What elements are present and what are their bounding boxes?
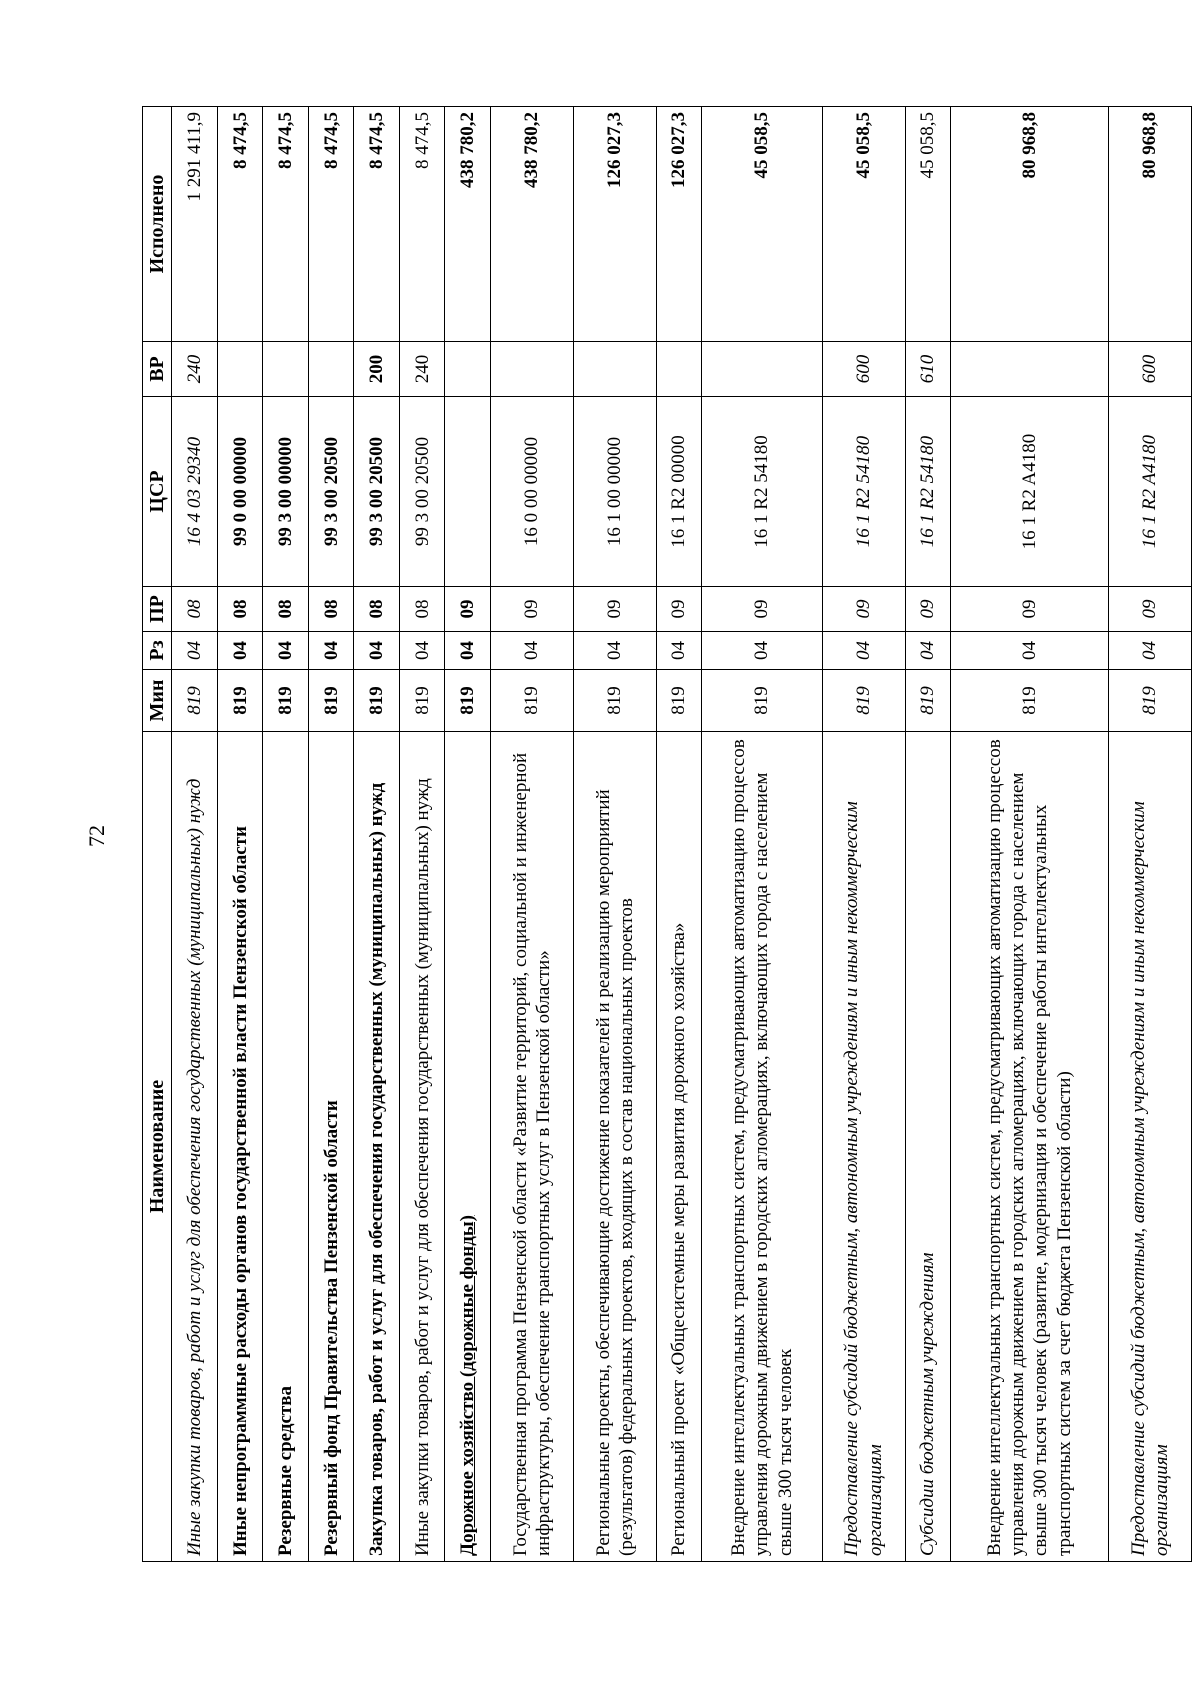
cell-name: Государственная программа Пензенской области «Развитие территорий, социальной и инженерной инфраструктуры, обеспечение транспортных услуг в Пензенской области»	[490, 732, 573, 1562]
cell-min: 819	[445, 670, 491, 732]
cell-min: 819	[172, 670, 218, 732]
cell-sum: 80 968,8	[951, 107, 1109, 342]
table-body	[172, 107, 1192, 1562]
cell-min: 819	[702, 670, 822, 732]
cell-pr: 08	[399, 587, 445, 632]
table-row	[354, 107, 400, 1562]
cell-min: 819	[905, 670, 951, 732]
cell-csr: 16 1 R2 A4180	[951, 397, 1109, 587]
cell-vr: 610	[905, 342, 951, 397]
header-pr: ПР	[143, 587, 172, 632]
cell-vr: 600	[822, 342, 905, 397]
cell-min: 819	[217, 670, 263, 732]
cell-rz: 04	[263, 632, 309, 670]
cell-min: 819	[573, 670, 656, 732]
cell-min: 819	[399, 670, 445, 732]
cell-rz: 04	[1108, 632, 1191, 670]
table-row	[1108, 107, 1191, 1562]
cell-name: Резервные средства	[263, 732, 309, 1562]
cell-name: Иные закупки товаров, работ и услуг для обеспечения государственных (муниципальных) нужд	[172, 732, 218, 1562]
cell-pr: 08	[354, 587, 400, 632]
cell-pr: 09	[905, 587, 951, 632]
cell-min: 819	[951, 670, 1109, 732]
cell-rz: 04	[172, 632, 218, 670]
cell-pr: 09	[445, 587, 491, 632]
cell-name: Закупка товаров, работ и услуг для обеспечения государственных (муниципальных) нужд	[354, 732, 400, 1562]
cell-csr: 99 3 00 20500	[308, 397, 354, 587]
cell-pr: 09	[573, 587, 656, 632]
header-sum: Исполнено	[143, 107, 172, 342]
cell-pr: 08	[172, 587, 218, 632]
cell-name: Иные непрограммные расходы органов государственной власти Пензенской области	[217, 732, 263, 1562]
table-row	[263, 107, 309, 1562]
cell-min: 819	[354, 670, 400, 732]
cell-vr	[263, 342, 309, 397]
cell-vr	[951, 342, 1109, 397]
cell-vr: 240	[399, 342, 445, 397]
table-header-row	[143, 107, 172, 1562]
header-name: Наименование	[143, 732, 172, 1562]
cell-rz: 04	[490, 632, 573, 670]
cell-sum: 45 058,5	[702, 107, 822, 342]
table-row	[702, 107, 822, 1562]
cell-name: Предоставление субсидий бюджетным, автономным учреждениям и иным некоммерческим организациям	[822, 732, 905, 1562]
cell-sum: 8 474,5	[263, 107, 309, 342]
cell-csr: 16 1 R2 54180	[905, 397, 951, 587]
cell-csr: 16 1 R2 00000	[656, 397, 702, 587]
cell-rz: 04	[445, 632, 491, 670]
table-row	[172, 107, 218, 1562]
cell-rz: 04	[702, 632, 822, 670]
table-row	[399, 107, 445, 1562]
cell-csr: 16 1 R2 54180	[822, 397, 905, 587]
header-vr: ВР	[143, 342, 172, 397]
cell-csr: 99 3 00 20500	[399, 397, 445, 587]
cell-vr	[217, 342, 263, 397]
cell-rz: 04	[217, 632, 263, 670]
cell-rz: 04	[656, 632, 702, 670]
cell-pr: 08	[308, 587, 354, 632]
table-row	[573, 107, 656, 1562]
cell-name: Субсидии бюджетным учреждениям	[905, 732, 951, 1562]
cell-sum: 126 027,3	[656, 107, 702, 342]
budget-table	[142, 106, 1192, 1562]
table-row	[490, 107, 573, 1562]
cell-csr: 99 3 00 00000	[263, 397, 309, 587]
cell-pr: 09	[656, 587, 702, 632]
cell-csr: 16 1 00 00000	[573, 397, 656, 587]
cell-name: Предоставление субсидий бюджетным, автономным учреждениям и иным некоммерческим организациям	[1108, 732, 1191, 1562]
cell-min: 819	[263, 670, 309, 732]
cell-rz: 04	[354, 632, 400, 670]
cell-pr: 09	[702, 587, 822, 632]
table-row	[905, 107, 951, 1562]
cell-min: 819	[1108, 670, 1191, 732]
cell-min: 819	[490, 670, 573, 732]
page-number: 72	[84, 825, 109, 847]
table-row	[822, 107, 905, 1562]
cell-pr: 09	[490, 587, 573, 632]
cell-pr: 09	[951, 587, 1109, 632]
cell-rz: 04	[951, 632, 1109, 670]
cell-name: Внедрение интеллектуальных транспортных систем, предусматривающих автоматизацию процессов управления дорожным движением в городских агломерациях, включающих города с населением свыше 300 тысяч человек (развитие, модернизация и обеспечение работы интеллектуальных транспортных систем за счет бюджета Пензенской области)	[951, 732, 1109, 1562]
cell-min: 819	[822, 670, 905, 732]
cell-name: Иные закупки товаров, работ и услуг для обеспечения государственных (муниципальных) нужд	[399, 732, 445, 1562]
cell-csr: 16 1 R2 A4180	[1108, 397, 1191, 587]
cell-pr: 08	[217, 587, 263, 632]
cell-sum: 8 474,5	[354, 107, 400, 342]
cell-vr: 240	[172, 342, 218, 397]
cell-pr: 09	[1108, 587, 1191, 632]
cell-vr	[445, 342, 491, 397]
cell-vr: 200	[354, 342, 400, 397]
cell-csr: 99 0 00 00000	[217, 397, 263, 587]
cell-rz: 04	[308, 632, 354, 670]
cell-min: 819	[656, 670, 702, 732]
cell-sum: 438 780,2	[490, 107, 573, 342]
table-row	[656, 107, 702, 1562]
cell-pr: 08	[263, 587, 309, 632]
cell-sum: 8 474,5	[399, 107, 445, 342]
cell-name: Дорожное хозяйство (дорожные фонды)	[445, 732, 491, 1562]
cell-vr	[702, 342, 822, 397]
header-csr: ЦСР	[143, 397, 172, 587]
cell-csr: 16 1 R2 54180	[702, 397, 822, 587]
table-container	[142, 107, 1192, 1562]
cell-rz: 04	[905, 632, 951, 670]
cell-rz: 04	[399, 632, 445, 670]
cell-sum: 8 474,5	[217, 107, 263, 342]
cell-vr	[490, 342, 573, 397]
cell-name: Внедрение интеллектуальных транспортных систем, предусматривающих автоматизацию процессов управления дорожным движением в городских агломерациях, включающих города с населением свыше 300 тысяч человек	[702, 732, 822, 1562]
cell-vr	[308, 342, 354, 397]
table-row	[951, 107, 1109, 1562]
cell-min: 819	[308, 670, 354, 732]
cell-csr: 99 3 00 20500	[354, 397, 400, 587]
cell-sum: 126 027,3	[573, 107, 656, 342]
cell-sum: 45 058,5	[822, 107, 905, 342]
cell-name: Резервный фонд Правительства Пензенской области	[308, 732, 354, 1562]
cell-sum: 8 474,5	[308, 107, 354, 342]
cell-pr: 09	[822, 587, 905, 632]
cell-vr	[656, 342, 702, 397]
cell-sum: 80 968,8	[1108, 107, 1191, 342]
header-rz: Рз	[143, 632, 172, 670]
table-row	[217, 107, 263, 1562]
table-row	[445, 107, 491, 1562]
cell-name: Региональный проект «Общесистемные меры развития дорожного хозяйства»	[656, 732, 702, 1562]
cell-sum: 45 058,5	[905, 107, 951, 342]
cell-vr	[573, 342, 656, 397]
cell-csr: 16 0 00 00000	[490, 397, 573, 587]
cell-rz: 04	[573, 632, 656, 670]
cell-rz: 04	[822, 632, 905, 670]
cell-vr: 600	[1108, 342, 1191, 397]
header-min: Мин	[143, 670, 172, 732]
cell-sum: 438 780,2	[445, 107, 491, 342]
cell-csr	[445, 397, 491, 587]
cell-csr: 16 4 03 29340	[172, 397, 218, 587]
table-row	[308, 107, 354, 1562]
cell-sum: 1 291 411,9	[172, 107, 218, 342]
cell-name: Региональные проекты, обеспечивающие достижение показателей и реализацию мероприятий (результатов) федеральных проектов, входящих в состав национальных проектов	[573, 732, 656, 1562]
